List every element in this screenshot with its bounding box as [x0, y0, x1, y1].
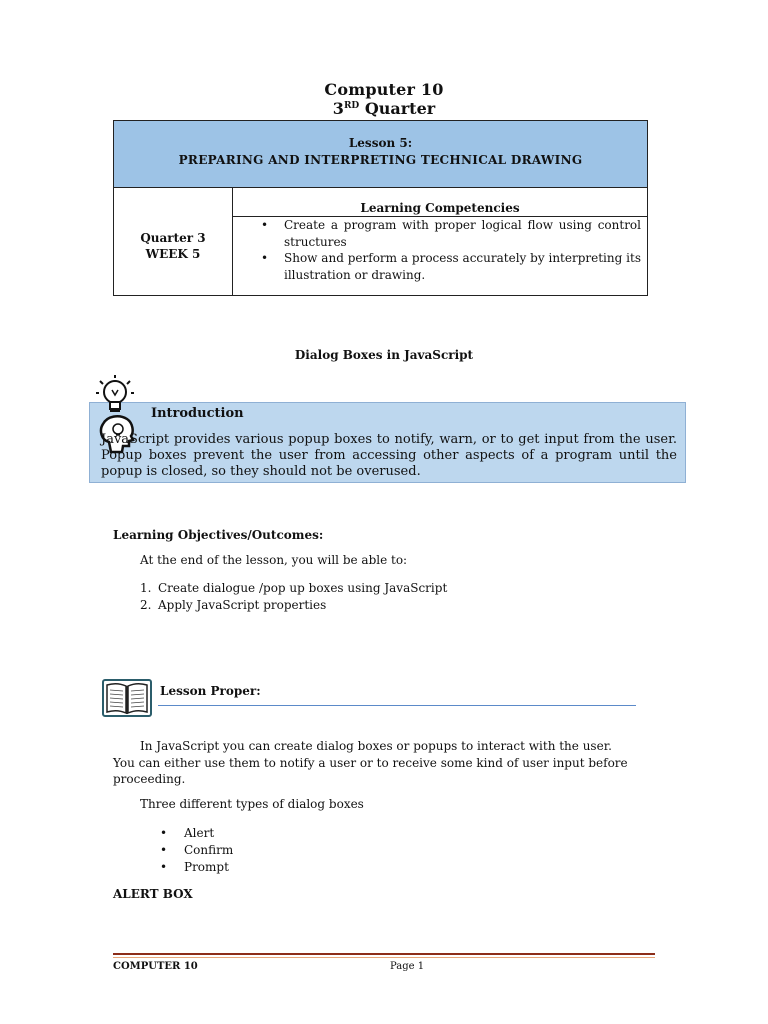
objective-text: Create dialogue /pop up boxes using JavaScript [158, 581, 448, 595]
quarter-word: Quarter [364, 99, 436, 118]
lesson-table [113, 120, 648, 296]
footer-subject: COMPUTER 10 [113, 961, 198, 972]
objective-number: 2. [140, 597, 152, 612]
competencies-heading: Learning Competencies [233, 187, 647, 217]
objective-item [140, 597, 447, 614]
objective-item [140, 580, 447, 597]
lesson-header-cell [114, 121, 647, 188]
dialog-type-item: • Prompt [160, 859, 233, 876]
quarter-title [0, 99, 768, 118]
lesson-title: PREPARING AND INTERPRETING TECHNICAL DRAWING [178, 153, 583, 167]
objectives-list [140, 580, 447, 613]
competencies-list [233, 217, 647, 283]
dialog-type-item: • Alert [160, 825, 233, 842]
alert-box-heading: ALERT BOX [113, 887, 193, 901]
lesson-proper-heading: Lesson Proper: [160, 684, 261, 698]
objectives-heading: Learning Objectives/Outcomes: [113, 528, 324, 542]
objectives-lead: At the end of the lesson, you will be able to: [140, 553, 408, 567]
quarter-number: 3 [332, 99, 344, 118]
lesson-proper-divider [158, 705, 636, 706]
lesson-paragraph: In JavaScript you can create dialog boxes or popups to interact with the user. You can either use them to notify a user or to receive some kind of user input before proceeding. [113, 739, 628, 786]
dialog-types-list [160, 825, 233, 876]
document-title: Computer 10 [324, 80, 444, 99]
lesson-number: Lesson 5: [348, 136, 413, 150]
footer-divider-thin [113, 957, 655, 958]
quarter-label: Quarter 3 [140, 231, 206, 245]
section-title: Dialog Boxes in JavaScript [294, 348, 474, 362]
footer-divider [113, 953, 655, 955]
quarter-week-cell [114, 187, 233, 295]
competency-item: • Show and perform a process accurately by interpreting its illustration or drawing. [233, 250, 647, 283]
footer-page-number: Page 1 [390, 961, 425, 972]
dialog-types-lead: Three different types of dialog boxes [140, 797, 364, 811]
objective-text: Apply JavaScript properties [158, 597, 327, 612]
competency-item: • Create a program with proper logical flow using control structures [233, 217, 647, 250]
week-label: WEEK 5 [145, 247, 201, 261]
open-book-icon [102, 677, 152, 719]
objective-number: 1. [140, 581, 152, 595]
introduction-heading: Introduction [151, 406, 244, 421]
introduction-text: JavaScript provides various popup boxes to notify, warn, or to get input from the user. Popup boxes prevent the user from accessing other aspects of a program until the popup is closed, so they should not be overused. [101, 432, 677, 479]
quarter-ordinal: RD [343, 101, 360, 111]
dialog-type-item: • Confirm [160, 842, 233, 859]
